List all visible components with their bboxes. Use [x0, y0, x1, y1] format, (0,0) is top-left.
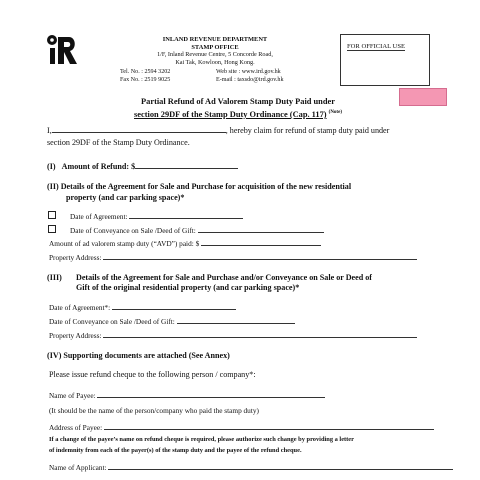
- email: E-mail : taxsdo@ird.gov.hk: [216, 76, 284, 83]
- section-3-heading: Details of the Agreement for Sale and Purchase and/or Conveyance on Sale or Deed of: [76, 273, 373, 282]
- section-4-heading: (IV) Supporting documents are attached (See Annex): [47, 351, 230, 360]
- form-title: [110, 96, 366, 120]
- property-address-row: Property Address:: [49, 252, 417, 262]
- address-line-2: Kai Tak, Kowloon, Hong Kong.: [175, 58, 255, 66]
- official-use-box: [340, 34, 430, 86]
- change-payee-note: If a change of the payee’s name on refund cheque is required, please authorize such change by providing a letter of indemnity from each of the payer(s) of the stamp duty and the payee of the refund cheque.: [49, 436, 354, 455]
- department-name: INLAND REVENUE DEPARTMENT: [162, 36, 268, 43]
- claim-statement: I, , hereby claim for refund of stamp duty paid under: [47, 126, 390, 135]
- orig-agreement-date-row: Date of Agreement*:: [49, 302, 236, 312]
- agreement-date-checkbox[interactable]: [48, 211, 56, 219]
- payee-name-field[interactable]: [97, 390, 325, 398]
- official-use-label: FOR OFFICIAL USE: [347, 43, 406, 50]
- conveyance-date-field[interactable]: [198, 225, 324, 233]
- agreement-date-field[interactable]: [129, 211, 243, 219]
- form-code-box: [399, 88, 447, 106]
- orig-property-address-field[interactable]: [103, 330, 417, 338]
- avd-paid-field[interactable]: [201, 238, 321, 246]
- payee-name-row: Name of Payee:: [49, 390, 325, 400]
- office-header: [112, 36, 318, 66]
- payee-address-field[interactable]: [104, 422, 434, 430]
- payee-hint: (It should be the name of the person/company who paid the stamp duty): [49, 406, 259, 415]
- orig-conveyance-date-field[interactable]: [177, 316, 295, 324]
- title-line-1: Partial Refund of Ad Valorem Stamp Duty Paid under: [141, 97, 335, 106]
- office-name: STAMP OFFICE: [191, 43, 239, 51]
- orig-agreement-date-field[interactable]: [112, 302, 236, 310]
- refund-amount-label: (I) Amount of Refund: $: [47, 162, 136, 171]
- payee-address-row: Address of Payee:: [49, 422, 434, 432]
- tel-number: Tel. No. : 2594 3202: [120, 69, 171, 75]
- applicant-name-field[interactable]: [108, 462, 453, 470]
- section-3-heading-2: Gift of the original residential property (and car parking space)*: [76, 283, 300, 292]
- refund-amount-row: [47, 160, 238, 171]
- website: Web site : www.ird.gov.hk: [216, 69, 281, 75]
- refund-amount-field[interactable]: [135, 160, 238, 169]
- conveyance-date-row: Date of Conveyance on Sale /Deed of Gift:: [70, 225, 324, 235]
- orig-property-address-row: Property Address:: [49, 330, 417, 340]
- contact-block: [120, 69, 284, 85]
- title-note: (Note): [328, 110, 342, 115]
- conveyance-date-checkbox[interactable]: [48, 225, 56, 233]
- applicant-name-row: Name of Applicant:: [49, 462, 453, 472]
- ird-logo-icon: [46, 34, 80, 66]
- claim-line-2: section 29DF of the Stamp Duty Ordinance.: [47, 138, 190, 147]
- section-2-heading: (II) Details of the Agreement for Sale and Purchase for acquisition of the new residential: [47, 182, 352, 191]
- orig-conveyance-date-row: Date of Conveyance on Sale /Deed of Gift:: [49, 316, 295, 326]
- address-line-1: 1/F, Inland Revenue Centre, 5 Concorde Road,: [157, 51, 273, 59]
- agreement-date-row: Date of Agreement:: [70, 211, 243, 221]
- fax-number: Fax No. : 2519 9025: [120, 76, 171, 83]
- section-2-heading-2: property (and car parking space)*: [66, 193, 185, 202]
- refund-request: Please issue refund cheque to the following person / company*:: [49, 370, 256, 379]
- title-line-2: section 29DF of the Stamp Duty Ordinance (Cap. 117): [134, 109, 327, 119]
- property-address-field[interactable]: [103, 252, 417, 260]
- claimant-name-field[interactable]: [52, 124, 226, 133]
- section-3-number: (III): [47, 273, 62, 282]
- avd-paid-row: Amount of ad valorem stamp duty (“AVD”) paid: $: [49, 238, 321, 248]
